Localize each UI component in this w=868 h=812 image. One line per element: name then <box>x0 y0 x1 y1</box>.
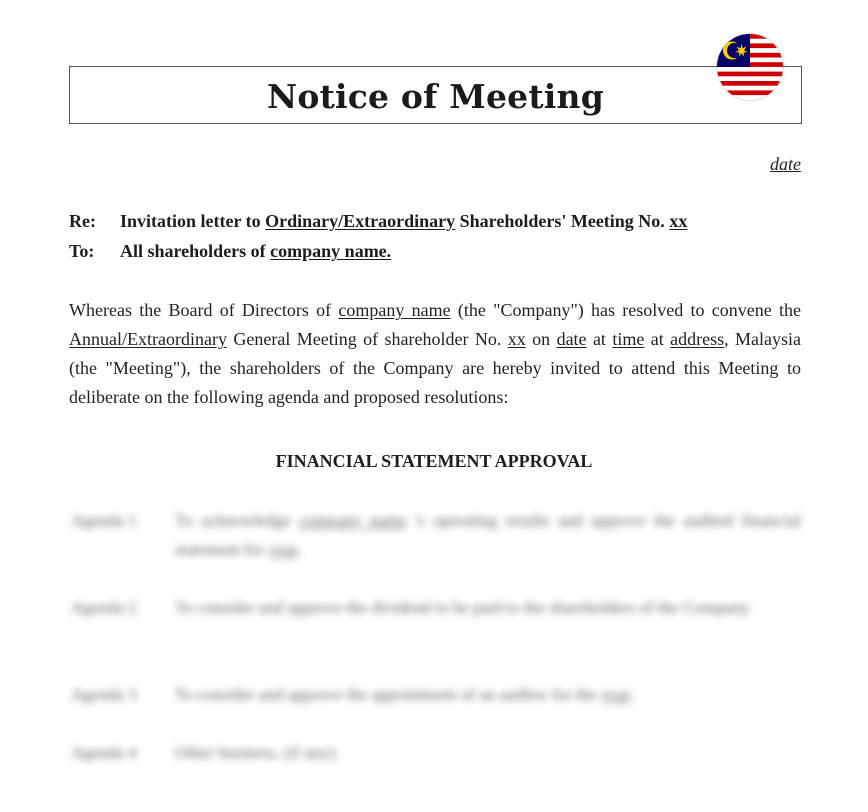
agenda-text-part: . <box>629 685 634 704</box>
title-box <box>69 66 802 124</box>
paragraph-line <box>69 325 801 354</box>
paragraph-line: (the "Meeting"), the shareholders of the Company are hereby invited to attend this Meeting to <box>69 358 801 378</box>
re-label: Re: <box>69 211 96 231</box>
to-line <box>69 241 391 262</box>
company-name-field: company name <box>338 300 451 320</box>
agenda-text: Other business, (if any). <box>175 743 339 762</box>
paragraph-text: on <box>525 329 557 349</box>
paragraph-line: deliberate on the following agenda and proposed resolutions: <box>69 387 509 407</box>
paragraph-text: General Meeting of shareholder No. <box>226 329 508 349</box>
agenda-text <box>175 680 801 709</box>
agenda-item <box>71 506 801 564</box>
agenda-text: To consider and approve the dividend to be paid to the shareholders of the Company. <box>175 598 752 617</box>
to-label: To: <box>69 241 95 261</box>
paragraph-line <box>69 296 801 325</box>
date-field: date <box>556 329 587 349</box>
paragraph-text: at <box>644 329 671 349</box>
agenda-text-part: To consider and approve the appointment of an auditor for the <box>175 685 602 704</box>
agenda-text-part: To acknowledge <box>175 511 300 530</box>
paragraph-text: at <box>586 329 613 349</box>
agenda-text-part: . <box>296 540 302 559</box>
meeting-number-field: xx <box>507 329 526 349</box>
paragraph-text: Whereas the Board of Directors of <box>69 300 339 320</box>
agenda-number: Agenda 1 <box>71 511 137 530</box>
re-text-mid: Shareholders' Meeting No. <box>455 211 670 231</box>
agenda-number: Agenda 3 <box>71 685 137 704</box>
document-date: date <box>770 154 801 174</box>
year-field: year <box>601 685 630 704</box>
paragraph-text: (the "Company") has resolved to convene the <box>450 300 801 320</box>
intro-paragraph <box>69 296 801 412</box>
malaysia-flag-icon <box>717 34 783 100</box>
meeting-type-field: Ordinary/Extraordinary <box>265 211 456 231</box>
agenda-item <box>71 680 801 709</box>
document-title: Notice of Meeting <box>267 76 604 116</box>
section-title: FINANCIAL STATEMENT APPROVAL <box>275 451 593 471</box>
agenda-item <box>71 738 801 767</box>
agenda-number: Agenda 2 <box>71 598 137 617</box>
agenda-number: Agenda 4 <box>71 743 137 762</box>
agenda-text-part: 's operating results and approve the audited financial statement for <box>175 511 801 559</box>
address-field: address <box>670 329 725 349</box>
to-text: All shareholders of <box>120 241 271 261</box>
meeting-number-field: xx <box>669 211 688 231</box>
time-field: time <box>612 329 645 349</box>
company-name-field: company name <box>299 511 407 530</box>
company-name-field: company name. <box>270 241 392 261</box>
year-field: year <box>268 540 297 559</box>
re-text: Invitation letter to <box>120 211 266 231</box>
meeting-type-field: Annual/Extraordinary <box>69 329 227 349</box>
agenda-item <box>71 593 801 622</box>
agenda-text <box>175 506 801 564</box>
re-line <box>69 211 687 232</box>
paragraph-text: , Malaysia <box>724 329 802 349</box>
